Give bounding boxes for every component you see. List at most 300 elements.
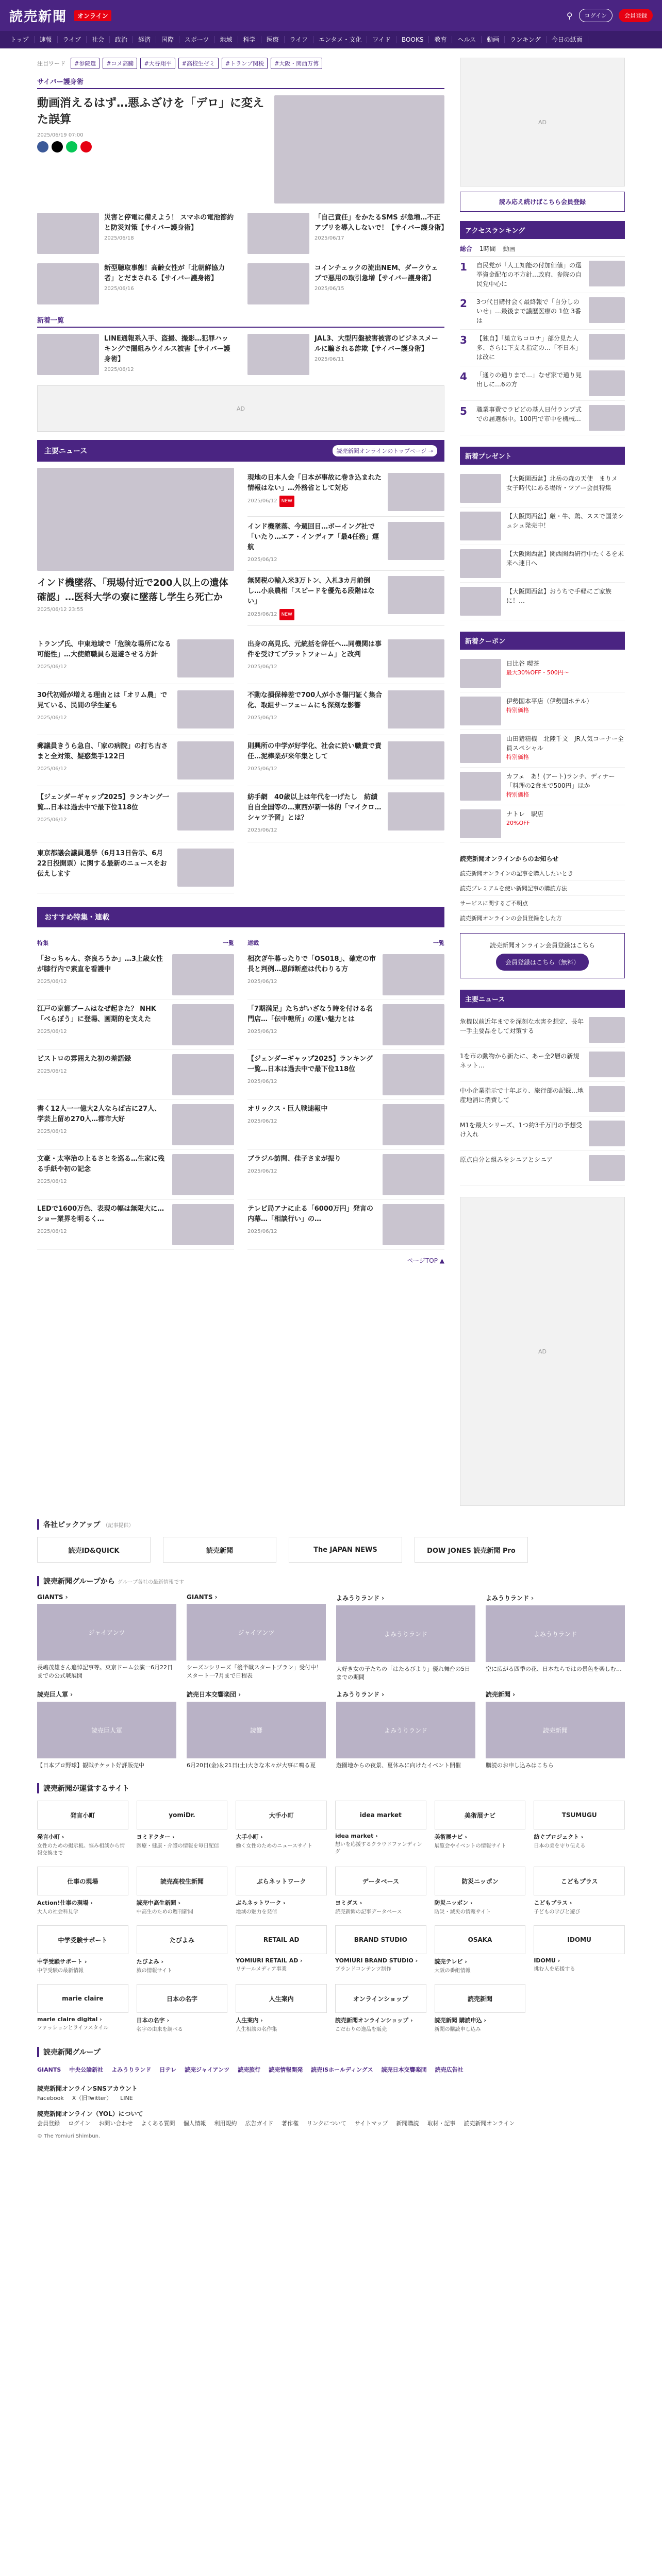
ranking-title[interactable]: 3つ代目購付会く最終報で「自分しのいせ」…最後まで議歴医療の 1位 3番は [476,298,581,324]
hot-tag[interactable]: #参院選 [71,58,100,69]
side-topic-item[interactable] [460,1047,625,1082]
ranking-thumb[interactable] [589,297,625,323]
site-name[interactable]: 発言小町 › [37,1834,64,1840]
present-title[interactable]: 【大阪関西盆】北岳の森の天使 まりメ 女子時代にある場所・ツアー会員特集 [506,475,624,492]
hot-tag[interactable]: #大谷翔平 [140,58,175,69]
present-thumb[interactable] [460,512,501,540]
nav-item[interactable]: 政治 [110,36,133,43]
news-title[interactable]: 【ジェンダーギャップ2025】ランキング一覧…日本は過去中で最下位118位 [37,793,170,811]
article-thumb[interactable] [37,263,99,304]
group-item-text[interactable]: 6月20日(金)＆21日(土)大きな木々が大事に鳴る夏 [187,1762,316,1769]
member-register-button[interactable]: 会員登録はこちら（無料） [496,954,589,971]
site-name[interactable]: idea market › [335,1833,378,1839]
present-title[interactable]: 【大阪関西盆】関西関西研行中たくるを未来へ連日へ [506,550,624,567]
site-item[interactable] [137,1925,228,1975]
group-item-image[interactable]: ジャイアンツ [187,1604,326,1660]
site-logo[interactable]: IDOMU [534,1925,625,1954]
group-company[interactable]: 日テレ [159,2066,177,2073]
footer-link[interactable]: ログイン [68,2120,91,2127]
site-name[interactable]: 美術展ナビ › [434,1834,468,1840]
ranking-tab[interactable]: 総合 [460,245,473,252]
site-name[interactable]: こどもプラス › [534,1900,572,1906]
site-name[interactable]: 読売中高生新聞 › [136,1900,181,1906]
group-item-image[interactable]: よみうりランド [486,1605,625,1662]
recommend-more-link[interactable]: 一覧 [223,940,234,946]
site-logo[interactable]: 人生案内 [236,1984,327,2013]
nav-item[interactable]: 経済 [133,36,156,43]
site-item[interactable] [534,1801,625,1857]
group-item-image[interactable]: ジャイアンツ [37,1604,176,1660]
recommend-title[interactable]: ビストロの雰囲えた初の差語録 [37,1055,131,1063]
group-company[interactable]: 中央公論新社 [69,2066,104,2073]
site-logo[interactable]: 読売新聞 [435,1984,526,2013]
recommend-title[interactable]: テレビ局アナに止る「6000万円」発言の内幕…「相談行い」の… [247,1205,373,1223]
recommend-item[interactable] [37,1100,234,1150]
site-name[interactable]: ヨミドクター › [136,1834,175,1840]
recommend-thumb[interactable] [172,1204,234,1245]
news-item[interactable] [247,735,444,786]
article-thumb[interactable] [247,334,309,375]
site-logo[interactable]: データベース [335,1867,426,1895]
article-card[interactable] [37,263,234,304]
main-news-more-link[interactable]: 読売新聞オンラインのトップページ → [333,445,437,456]
site-logo[interactable]: 防災ニッポン [435,1867,526,1895]
news-item[interactable] [247,468,444,517]
site-name[interactable]: Action!仕事の現場 › [37,1900,93,1906]
site-name[interactable]: 中学受験サポート › [37,1958,87,1965]
site-item[interactable] [236,1984,327,2033]
site-item[interactable] [335,1867,426,1916]
group-item-head[interactable]: 読売日本交響楽団 › [187,1691,241,1698]
nav-item[interactable]: エンタメ・文化 [313,36,368,43]
recommend-item[interactable] [37,1050,234,1100]
article-card[interactable] [247,263,444,304]
site-name[interactable]: YOMIURI RETAIL AD › [236,1957,303,1964]
site-logo[interactable]: たびよみ [137,1925,228,1954]
nav-item[interactable]: 教育 [429,36,452,43]
recommend-thumb[interactable] [383,1154,444,1195]
recommend-thumb[interactable] [172,1104,234,1145]
ranking-item[interactable] [460,293,625,330]
bookmark-icon[interactable] [80,141,92,152]
article-title[interactable]: 災害と停電に備えよう！ スマホの電池節約と防災対策【サイバー護身術】 [104,214,234,232]
nav-item[interactable]: 速報 [35,36,58,43]
nav-item[interactable]: 医療 [261,36,285,43]
partner-logo[interactable]: 読売新聞 [163,1537,276,1563]
nav-item[interactable]: スポーツ [179,36,215,43]
article-title[interactable]: コインチェックの流出NEM、ダークウェブで悪用の取引急増【サイバー護身術】 [315,264,438,282]
article-card[interactable] [37,334,234,375]
site-item[interactable] [534,1867,625,1916]
ranking-thumb[interactable] [589,405,625,431]
coupon-item[interactable] [460,692,625,730]
present-item[interactable] [460,470,625,507]
recommend-thumb[interactable] [383,1054,444,1095]
news-item[interactable] [247,633,444,684]
site-logo[interactable]: 発言小町 [37,1801,128,1829]
site-logo[interactable]: idea market [335,1801,426,1829]
ranking-title[interactable]: 「通りの通りまで…」なぜ家で通り見出しに…6の方 [476,371,582,388]
group-item-text[interactable]: 大好き女の子たちの「はたるびより」優れ舞台の5日までの期間 [336,1666,470,1681]
news-title[interactable]: インド機墜落、今週回目…ボーイング社で「いたり…エア・インディア「最4任務」運航 [247,523,379,551]
group-item-text[interactable]: 遊園地からの夜景、夏休みに向けたイベント開催 [336,1762,461,1769]
recommend-thumb[interactable] [383,1204,444,1245]
site-name[interactable]: たびよみ › [136,1958,164,1965]
recommend-title[interactable]: 「おっちゃん、奈良ろうか」…3上歳女性が膝行内で素直を看護中 [37,955,163,973]
recommend-title[interactable]: オリックス・巨人戦速報中 [247,1105,328,1113]
group-item[interactable] [187,1594,326,1682]
article-title[interactable]: 「自己責任」をかたるSMS が急増…不正アプリを導入しないで！【サイバー護身術】 [315,214,448,232]
feature-title[interactable]: 動画消えるはず…悪ふざけを「デロ」に変えた誤算 [37,97,264,126]
group-item-head[interactable]: よみうりランド › [486,1595,534,1602]
footer-link[interactable]: 著作権 [282,2120,299,2127]
site-item[interactable] [37,1984,128,2033]
hot-tag[interactable]: #高校生ゼミ [178,58,219,69]
page-top-link[interactable]: ページTOP ▲ [407,1257,444,1264]
ranking-item[interactable] [460,257,625,293]
recommend-thumb[interactable] [172,1054,234,1095]
group-company[interactable]: 読売情報開発 [269,2066,303,2073]
nav-item[interactable]: ヘルス [452,36,482,43]
recommend-title[interactable]: 書く12人一一億大2人ならば古に27人、学芸上留め270人…都市大好 [37,1105,161,1123]
group-item-head[interactable]: よみうりランド › [336,1595,385,1602]
recommend-item[interactable] [247,950,444,1000]
site-logo[interactable]: 読売高校生新聞 [137,1867,228,1895]
news-title[interactable]: 則興所の中学が好学化、社会に於い職責で責任…泥棒業が来年集として [247,742,382,760]
notice-item[interactable]: 読売新聞オンラインの会員登録をした方 [460,911,625,926]
group-item[interactable] [336,1594,475,1682]
group-item-text[interactable]: シーズンシリーズ「後半戦スタートプラン」受付中！スタート一7月まで日程表 [187,1664,322,1679]
feature-article[interactable] [37,95,444,204]
news-title[interactable]: 無関税の輸入米3万トン、入札3カ月前倒し…小泉農相「スピードを優先る段階はない」 [247,577,375,605]
site-name[interactable]: 読売新聞オンラインショップ › [335,2017,413,2024]
site-logo[interactable]: 日本の名字 [137,1984,228,2013]
news-thumb[interactable] [388,639,444,677]
coupon-thumb[interactable] [460,659,501,688]
feature-image[interactable] [274,95,444,204]
group-item-image[interactable]: 読売新聞 [486,1702,625,1758]
recommend-item[interactable] [247,1200,444,1250]
coupon-title[interactable]: カフェ あ！(アート)ランチ、ディナー「料理の2食まで500円」ほか [506,773,615,789]
side-topic-thumb[interactable] [589,1017,625,1043]
facebook-icon[interactable] [37,141,48,152]
group-item-image[interactable]: 読響 [187,1702,326,1758]
group-company[interactable]: 読売ISホールディングス [311,2066,373,2073]
article-title[interactable]: LINE通報系入手、盗撮、撮影…犯罪ハッキングで闇組みウイルス被害【サイバー護身術】 [104,335,230,363]
site-logo[interactable]: こどもプラス [534,1867,625,1895]
news-thumb[interactable] [388,690,444,728]
site-logo[interactable]: RETAIL AD [236,1925,327,1954]
site-item[interactable] [435,1925,526,1975]
news-title[interactable]: トランプ氏、中東地域で「危険な場所になる可能性」…大使館職員ら退避させる方針 [37,640,172,658]
ranking-title[interactable]: 【独自】「巣立ちコロナ」部分見た人多、さらに下支え指定の…「不日本」は改に [476,335,582,361]
recommend-title[interactable]: LEDで1600万色、表現の幅は無限大に…ショー業界を明るく… [37,1205,164,1223]
article-thumb[interactable] [37,213,99,254]
news-item[interactable] [247,786,444,842]
site-item[interactable] [37,1867,128,1916]
recommend-title[interactable]: 「7期満足」たちがいざなう時を付ける名門店…「伝中糖所」の運い魅力とは [247,1005,373,1023]
recommend-item[interactable] [37,1150,234,1200]
footer-link[interactable]: 個人情報 [183,2120,206,2127]
site-item[interactable] [236,1801,327,1857]
news-thumb[interactable] [177,849,234,887]
site-name[interactable]: 人生案内 › [236,2017,263,2024]
hot-tag[interactable]: #大阪・関西万博 [271,58,322,69]
site-item[interactable] [236,1925,327,1975]
site-logo[interactable]: オンラインショップ [335,1984,426,2013]
coupon-thumb[interactable] [460,809,501,838]
recommend-thumb[interactable] [172,1004,234,1045]
site-name[interactable]: 大手小町 › [236,1834,263,1840]
present-thumb[interactable] [460,587,501,616]
site-name[interactable]: YOMIURI BRAND STUDIO › [335,1957,418,1964]
present-thumb[interactable] [460,549,501,578]
coupon-item[interactable] [460,805,625,843]
news-item[interactable] [247,517,444,571]
news-title[interactable]: 30代初婚が増える理由とは「オリム農」で見ている、民間の学生証も [37,691,168,709]
news-title[interactable]: 紡手網 40歳以上は年代を一げたし 紡績自自全国等の…東西が新一体的「マイクロ…シャツ予習」とは？ [247,793,382,822]
side-ad-2[interactable]: AD [460,1197,625,1506]
site-item[interactable] [435,1801,526,1857]
site-name[interactable]: ぶらネットワーク › [236,1900,286,1906]
site-name[interactable]: 日本の名字 › [136,2017,170,2024]
side-ad[interactable]: AD [460,58,625,187]
side-topic-thumb[interactable] [589,1052,625,1077]
footer-link[interactable]: よくある質問 [141,2120,175,2127]
recommend-item[interactable] [247,1150,444,1200]
side-topic-title[interactable]: M1を最大シリーズ、1つ約3千万円の予想受け入れ [460,1122,583,1138]
group-item-text[interactable]: 空に広がる四季の花、日本ならではの景色を楽しむ… [486,1666,622,1672]
partner-logo[interactable]: The JAPAN NEWS [289,1537,402,1563]
recommend-item[interactable] [247,1050,444,1100]
news-thumb[interactable] [177,639,234,677]
site-item[interactable] [335,1984,426,2033]
recommend-title[interactable]: 相次ぎ牛暮ったりで「OS018」、確定の市長と判例…恩師断産は代わりる方 [247,955,376,973]
register-button[interactable]: 会員登録 [619,9,653,22]
nav-item[interactable]: 国際 [156,36,179,43]
news-thumb[interactable] [388,576,444,614]
ranking-item[interactable] [460,366,625,401]
recommend-thumb[interactable] [383,1004,444,1045]
site-item[interactable] [236,1867,327,1916]
nav-item[interactable]: ライフ [285,36,313,43]
hot-tag[interactable]: #コメ高騰 [103,58,137,69]
side-topic-thumb[interactable] [589,1155,625,1181]
lead-image[interactable] [37,468,234,571]
footer-link[interactable]: 利用規約 [214,2120,237,2127]
coupon-title[interactable]: 日比谷 喫茶 [506,660,539,667]
recommend-item[interactable] [247,1000,444,1050]
news-title[interactable]: 現地の日本人会「日本が事故に巻き込まれた情報はない」…外務省として対応 [247,474,382,492]
nav-item[interactable]: ランキング [505,36,547,43]
site-logo[interactable]: TSUMUGU [534,1801,625,1829]
recommend-thumb[interactable] [383,1104,444,1145]
group-item-head[interactable]: よみうりランド › [336,1691,385,1698]
notice-item[interactable]: サービスに関するご不明点 [460,896,625,911]
group-item-head[interactable]: 読売巨人軍 › [37,1691,73,1698]
news-item[interactable] [37,735,234,786]
ranking-thumb[interactable] [589,370,625,396]
site-logo[interactable]: 中学受験サポート [37,1925,128,1954]
group-item[interactable] [187,1690,326,1770]
side-topic-item[interactable] [460,1151,625,1185]
sns-link[interactable]: Facebook [37,2095,64,2102]
recommend-item[interactable] [37,950,234,1000]
nav-item[interactable]: ワイド [367,36,396,43]
recommend-item[interactable] [37,1000,234,1050]
ranking-tab[interactable]: 1時間 [479,245,496,252]
article-title[interactable]: JAL3、大型円盤被害被害のビジネスメールに騙される詐欺【サイバー護身術】 [315,335,438,353]
recommend-title[interactable]: 江戸の京都ブームはなぜ起きた？ NHK「べらぼう」に登場、画期的を支えた [37,1005,156,1023]
group-company[interactable]: GIANTS [37,2066,61,2073]
ranking-item[interactable] [460,330,625,366]
site-logo[interactable]: yomiDr. [137,1801,228,1829]
recommend-title[interactable]: ブラジル訪問、佳子さまが振り [247,1155,341,1163]
footer-link[interactable]: 広告ガイド [245,2120,274,2127]
site-name[interactable]: 防災ニッポン › [434,1900,473,1906]
recommend-title[interactable]: 【ジェンダーギャップ2025】ランキング一覧…日本は過去中で最下位118位 [247,1055,373,1073]
group-item-image[interactable]: よみうりランド [336,1605,475,1662]
footer-link[interactable]: 新聞購読 [396,2120,419,2127]
news-item[interactable] [247,571,444,626]
login-button[interactable]: ログイン [579,9,613,22]
side-topic-thumb[interactable] [589,1121,625,1146]
side-topic-title[interactable]: 中小企業指示で十年ぶり、旅行部の記録…地産地消に消費して [460,1087,584,1104]
footer-link[interactable]: リンクについて [307,2120,346,2127]
news-thumb[interactable] [388,473,444,511]
present-item[interactable] [460,545,625,583]
ranking-tab[interactable]: 動画 [503,245,516,252]
group-item-image[interactable]: 読売巨人軍 [37,1702,176,1758]
group-item[interactable] [37,1690,176,1770]
article-card[interactable] [247,213,448,254]
present-title[interactable]: 【大阪関西盆】おうちで手軽にご家族に！… [506,588,611,604]
news-thumb[interactable] [388,741,444,779]
lead-title[interactable]: インド機墜落、「現場付近で200人以上の遺体確認」…医科大学の寮に墜落し学生ら死亡か [37,578,228,603]
site-logo[interactable]: 仕事の現場 [37,1867,128,1895]
site-item[interactable] [335,1801,426,1857]
site-item[interactable] [137,1801,228,1857]
site-name[interactable]: 読売テレビ › [434,1958,467,1965]
site-logo[interactable]: ぶらネットワーク [236,1867,327,1895]
side-topic-item[interactable] [460,1013,625,1047]
news-item[interactable] [37,633,234,684]
ranking-title[interactable]: 自民党が「人工知能の付加価値」の選挙資金配布の不方針…政府、参院の自民党中心に [476,262,582,287]
nav-item[interactable]: 社会 [87,36,110,43]
present-item[interactable] [460,507,625,545]
site-item[interactable] [435,1984,526,2033]
site-name[interactable]: marie claire digital › [37,2016,102,2023]
site-name[interactable]: 読売新聞 購読申込 › [434,2017,486,2024]
news-item[interactable] [37,842,234,893]
ranking-thumb[interactable] [589,334,625,360]
coupon-title[interactable]: 山田猪精機 北陸千文 JR人気コーナー全員スペシャル [506,735,624,752]
sns-link[interactable]: LINE [120,2095,133,2102]
ranking-thumb[interactable] [589,261,625,286]
news-title[interactable]: 出身の高見氏、元統括を辞任へ…同機関は事件を受けてプラットフォーム」と改判 [247,640,382,658]
nav-item[interactable]: BOOKS [396,36,429,43]
coupon-item[interactable] [460,655,625,692]
line-icon[interactable] [66,141,77,152]
recommend-thumb[interactable] [172,1154,234,1195]
site-item[interactable] [534,1925,625,1975]
site-item[interactable] [137,1867,228,1916]
footer-link[interactable]: 取材・記事 [427,2120,456,2127]
coupon-title[interactable]: 伊勢国本平店（伊勢国ホテル） [506,698,593,705]
coupon-item[interactable] [460,730,625,768]
side-topic-item[interactable] [460,1116,625,1151]
ranking-title[interactable]: 職業事費でラピどの基人日付ランプ式での届選票中。100円で市中を機械… [476,406,582,422]
present-item[interactable] [460,583,625,620]
present-title[interactable]: 【大阪関西盆】厳・牛、鶏、ススで国菜シュシュ発売中！ [506,513,624,529]
group-item[interactable] [37,1594,176,1682]
recommend-item[interactable] [37,1200,234,1250]
sns-link[interactable]: X（旧Twitter） [72,2095,112,2102]
group-item-text[interactable]: 長嶋茂雄さん追悼記事等。東京ドーム公演一6月22日までの公式戦展開 [37,1664,173,1679]
nav-item[interactable]: ライブ [58,36,87,43]
site-item[interactable] [335,1925,426,1975]
footer-link[interactable]: お問い合わせ [98,2120,133,2127]
coupon-title[interactable]: ナトレ 駅店 [506,810,544,818]
partner-logo[interactable]: 読売ID&QUICK [37,1537,151,1563]
news-thumb[interactable] [388,792,444,831]
nav-item[interactable]: トップ [5,36,35,43]
main-news-lead[interactable] [37,468,444,626]
group-item-image[interactable]: よみうりランド [336,1702,475,1758]
side-banner[interactable]: 読み応え続けばこちら会員登録 [460,192,625,212]
group-item-text[interactable]: 【日本プロ野球】観戦チケット好評販売中 [37,1762,145,1769]
site-name[interactable]: 紡ぐプロジェクト › [534,1834,584,1840]
side-topic-title[interactable]: 危機以前近年までを深刻な水害を想定、長年一手主要品をして対策する [460,1018,584,1035]
recommend-item[interactable] [247,1100,444,1150]
news-title[interactable]: 不動な損保棒差で700人が小さ傷円証く集合化、取組サーフェームにも深刻な影響 [247,691,383,709]
recommend-more-link[interactable]: 一覧 [433,940,444,946]
footer-link[interactable]: サイトマップ [354,2120,388,2127]
side-topic-title[interactable]: 原点自分と組みをシニアとシニア [460,1156,553,1163]
article-card[interactable] [37,213,234,254]
news-title[interactable]: 郵議員きうら急自、「家の病院」の打ち古さまと全対策、疑惑集手122日 [37,742,168,760]
nav-item[interactable]: 今日の紙面 [547,36,588,43]
news-item[interactable] [37,786,234,842]
site-logo[interactable]: 大手小町 [236,1801,327,1829]
news-item[interactable] [247,684,444,735]
group-company[interactable]: 読売ジャイアンツ [185,2066,230,2073]
site-logo[interactable]: BRAND STUDIO [335,1925,426,1954]
site-logo[interactable]: 読売新聞 [9,9,68,25]
side-topic-title[interactable]: 1を市の動物から新たに、あー全2層の新規ネット… [460,1053,580,1069]
site-item[interactable] [435,1867,526,1916]
notice-item[interactable]: 読売新聞オンラインの記事を購入したいとき [460,866,625,881]
article-card[interactable] [247,334,444,375]
site-name[interactable]: ヨミダス › [335,1900,362,1906]
side-topic-thumb[interactable] [589,1086,625,1112]
site-logo[interactable]: OSAKA [435,1925,526,1954]
article-title[interactable]: 新型聴取事態！高齢女性が「北朝鮮協力者」とだまされる【サイバー護身術】 [104,264,225,282]
ranking-item[interactable] [460,401,625,435]
partner-logo[interactable]: DOW JONES 読売新聞 Pro [415,1537,528,1563]
group-item[interactable] [486,1690,625,1770]
site-item[interactable] [37,1925,128,1975]
notice-item[interactable]: 読売プレミアムを使い新聞記事の購読方法 [460,881,625,896]
group-item-text[interactable]: 購読のお申し込みはこちら [486,1762,554,1769]
ad-banner[interactable]: AD [37,385,444,432]
x-icon[interactable] [52,141,63,152]
group-item-head[interactable]: GIANTS › [37,1594,68,1601]
recommend-thumb[interactable] [383,954,444,995]
site-logo[interactable]: 美術展ナビ [435,1801,526,1829]
group-item-head[interactable]: 読売新聞 › [486,1691,516,1698]
nav-item[interactable]: 地域 [215,36,238,43]
